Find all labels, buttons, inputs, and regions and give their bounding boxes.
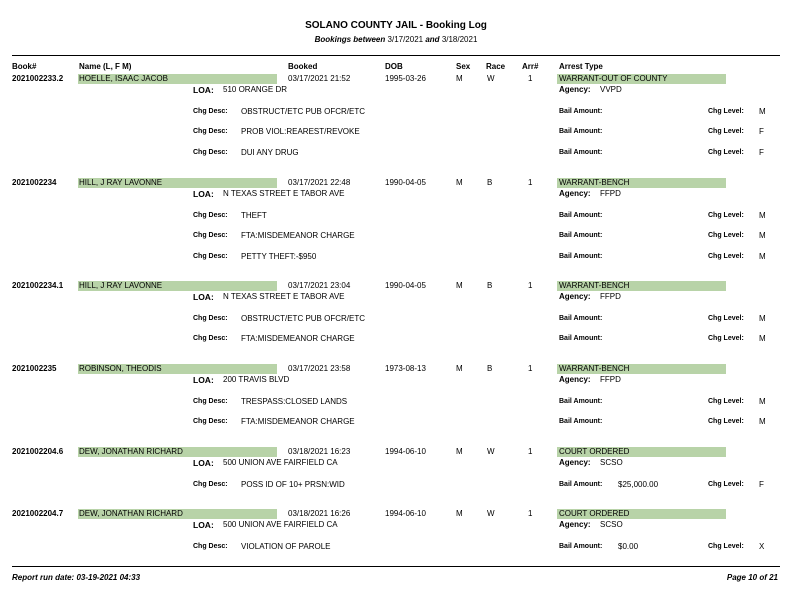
chg-desc-label: Chg Desc: — [193, 212, 228, 219]
chg-level-label: Chg Level: — [708, 149, 744, 156]
agency-value: SCSO — [600, 520, 623, 529]
page-number: Page 10 of 21 — [726, 573, 778, 582]
book-number: 2021002204.6 — [12, 447, 64, 456]
race-value: W — [487, 74, 495, 83]
charge-level-value: M — [759, 314, 766, 323]
inmate-name: DEW, JONATHAN RICHARD — [79, 447, 183, 456]
book-number: 2021002233.2 — [12, 74, 64, 83]
agency-label: Agency: — [559, 85, 591, 94]
loa-value: N TEXAS STREET E TABOR AVE — [223, 292, 345, 301]
arrest-type: WARRANT-BENCH — [559, 281, 630, 290]
loa-label: LOA: — [193, 189, 214, 199]
bail-amount-label: Bail Amount: — [559, 315, 603, 322]
chg-level-label: Chg Level: — [708, 543, 744, 550]
chg-level-label: Chg Level: — [708, 108, 744, 115]
col-dob: DOB — [385, 62, 403, 71]
chg-level-label: Chg Level: — [708, 481, 744, 488]
col-arr: Arr# — [522, 62, 539, 71]
book-number: 2021002234 — [12, 178, 57, 187]
header-rule-top — [12, 55, 780, 56]
chg-level-label: Chg Level: — [708, 128, 744, 135]
col-name: Name (L, F M) — [79, 62, 132, 71]
book-number: 2021002204.7 — [12, 509, 64, 518]
charge-description: TRESPASS:CLOSED LANDS — [241, 397, 348, 406]
charge-description: OBSTRUCT/ETC PUB OFCR/ETC — [241, 314, 366, 323]
charge-description: DUI ANY DRUG — [241, 148, 299, 157]
bail-amount-value: $0.00 — [618, 542, 639, 551]
charge-level-value: M — [759, 231, 766, 240]
charge-level-value: F — [759, 480, 764, 489]
chg-desc-label: Chg Desc: — [193, 128, 228, 135]
race-value: B — [487, 281, 493, 290]
chg-level-label: Chg Level: — [708, 418, 744, 425]
arrest-count: 1 — [528, 509, 533, 518]
bail-amount-label: Bail Amount: — [559, 543, 603, 550]
booked-datetime: 03/17/2021 23:04 — [288, 281, 351, 290]
book-number: 2021002234.1 — [12, 281, 64, 290]
date-from: 3/17/2021 — [387, 35, 424, 44]
and-word: and — [425, 35, 440, 44]
charge-description: FTA:MISDEMEANOR CHARGE — [241, 417, 355, 426]
arrest-count: 1 — [528, 281, 533, 290]
sex-value: M — [456, 178, 463, 187]
col-booked: Booked — [288, 62, 318, 71]
footer-rule — [12, 566, 780, 567]
loa-label: LOA: — [193, 458, 214, 468]
date-of-birth: 1994-06-10 — [385, 447, 426, 456]
charge-description: POSS ID OF 10+ PRSN:WID — [241, 480, 345, 489]
sex-value: M — [456, 447, 463, 456]
col-race: Race — [486, 62, 506, 71]
agency-label: Agency: — [559, 292, 591, 301]
chg-desc-label: Chg Desc: — [193, 149, 228, 156]
charge-description: OBSTRUCT/ETC PUB OFCR/ETC — [241, 107, 366, 116]
chg-level-label: Chg Level: — [708, 335, 744, 342]
sex-value: M — [456, 509, 463, 518]
agency-value: VVPD — [600, 85, 622, 94]
chg-level-label: Chg Level: — [708, 253, 744, 260]
race-value: B — [487, 178, 493, 187]
agency-label: Agency: — [559, 189, 591, 198]
loa-label: LOA: — [193, 520, 214, 530]
inmate-name: HILL, J RAY LAVONNE — [79, 281, 163, 290]
race-value: B — [487, 364, 493, 373]
bail-amount-label: Bail Amount: — [559, 481, 603, 488]
booked-datetime: 03/17/2021 23:58 — [288, 364, 351, 373]
chg-desc-label: Chg Desc: — [193, 108, 228, 115]
date-of-birth: 1973-08-13 — [385, 364, 426, 373]
bail-amount-value: $25,000.00 — [618, 480, 659, 489]
report-subtitle — [0, 35, 792, 44]
agency-label: Agency: — [559, 520, 591, 529]
chg-desc-label: Chg Desc: — [193, 543, 228, 550]
loa-label: LOA: — [193, 85, 214, 95]
date-of-birth: 1995-03-26 — [385, 74, 426, 83]
arrest-type: WARRANT-BENCH — [559, 364, 630, 373]
bail-amount-label: Bail Amount: — [559, 253, 603, 260]
inmate-name: DEW, JONATHAN RICHARD — [79, 509, 183, 518]
arrest-count: 1 — [528, 178, 533, 187]
charge-level-value: X — [759, 542, 765, 551]
race-value: W — [487, 509, 495, 518]
charge-description: PETTY THEFT:-$950 — [241, 252, 317, 261]
loa-label: LOA: — [193, 292, 214, 302]
sex-value: M — [456, 74, 463, 83]
report-run-date: Report run date: 03-19-2021 04:33 — [12, 573, 141, 582]
chg-level-label: Chg Level: — [708, 232, 744, 239]
arrest-type: WARRANT-OUT OF COUNTY — [559, 74, 668, 83]
sex-value: M — [456, 364, 463, 373]
charge-description: FTA:MISDEMEANOR CHARGE — [241, 231, 355, 240]
charge-level-value: M — [759, 334, 766, 343]
charge-description: PROB VIOL:REAREST/REVOKE — [241, 127, 360, 136]
charge-description: THEFT — [241, 211, 267, 220]
agency-label: Agency: — [559, 458, 591, 467]
arrest-type: COURT ORDERED — [559, 509, 630, 518]
race-value: W — [487, 447, 495, 456]
chg-desc-label: Chg Desc: — [193, 418, 228, 425]
inmate-name: HILL, J RAY LAVONNE — [79, 178, 163, 187]
bail-amount-label: Bail Amount: — [559, 418, 603, 425]
charge-level-value: F — [759, 127, 764, 136]
arrest-count: 1 — [528, 74, 533, 83]
chg-desc-label: Chg Desc: — [193, 315, 228, 322]
sex-value: M — [456, 281, 463, 290]
chg-desc-label: Chg Desc: — [193, 253, 228, 260]
arrest-type: COURT ORDERED — [559, 447, 630, 456]
chg-desc-label: Chg Desc: — [193, 398, 228, 405]
charge-description: FTA:MISDEMEANOR CHARGE — [241, 334, 355, 343]
date-of-birth: 1990-04-05 — [385, 178, 426, 187]
agency-value: FFPD — [600, 375, 621, 384]
bail-amount-label: Bail Amount: — [559, 212, 603, 219]
bail-amount-label: Bail Amount: — [559, 128, 603, 135]
bail-amount-label: Bail Amount: — [559, 108, 603, 115]
charge-description: VIOLATION OF PAROLE — [241, 542, 331, 551]
charge-level-value: M — [759, 252, 766, 261]
chg-desc-label: Chg Desc: — [193, 232, 228, 239]
subtitle-prefix: Bookings between — [314, 35, 386, 44]
col-sex: Sex — [456, 62, 471, 71]
chg-desc-label: Chg Desc: — [193, 481, 228, 488]
booked-datetime: 03/17/2021 22:48 — [288, 178, 351, 187]
date-to: 3/18/2021 — [441, 35, 478, 44]
charge-level-value: F — [759, 148, 764, 157]
charge-level-value: M — [759, 211, 766, 220]
col-arrest-type: Arrest Type — [559, 62, 603, 71]
charge-level-value: M — [759, 107, 766, 116]
bail-amount-label: Bail Amount: — [559, 149, 603, 156]
booked-datetime: 03/18/2021 16:26 — [288, 509, 351, 518]
report-title: SOLANO COUNTY JAIL - Booking Log — [305, 20, 487, 31]
bail-amount-label: Bail Amount: — [559, 335, 603, 342]
loa-value: 500 UNION AVE FAIRFIELD CA — [223, 458, 338, 467]
loa-value: 500 UNION AVE FAIRFIELD CA — [223, 520, 338, 529]
date-of-birth: 1990-04-05 — [385, 281, 426, 290]
arrest-type: WARRANT-BENCH — [559, 178, 630, 187]
charge-level-value: M — [759, 417, 766, 426]
agency-value: FFPD — [600, 189, 621, 198]
loa-value: N TEXAS STREET E TABOR AVE — [223, 189, 345, 198]
agency-value: SCSO — [600, 458, 623, 467]
inmate-name: ROBINSON, THEODIS — [79, 364, 162, 373]
bail-amount-label: Bail Amount: — [559, 398, 603, 405]
booked-datetime: 03/18/2021 16:23 — [288, 447, 351, 456]
bail-amount-label: Bail Amount: — [559, 232, 603, 239]
chg-level-label: Chg Level: — [708, 398, 744, 405]
inmate-name: HOELLE, ISAAC JACOB — [79, 74, 168, 83]
arrest-count: 1 — [528, 447, 533, 456]
col-book: Book# — [12, 62, 37, 71]
loa-label: LOA: — [193, 375, 214, 385]
agency-label: Agency: — [559, 375, 591, 384]
arrest-count: 1 — [528, 364, 533, 373]
loa-value: 510 ORANGE DR — [223, 85, 288, 94]
loa-value: 200 TRAVIS BLVD — [223, 375, 290, 384]
agency-value: FFPD — [600, 292, 621, 301]
chg-desc-label: Chg Desc: — [193, 335, 228, 342]
chg-level-label: Chg Level: — [708, 315, 744, 322]
chg-level-label: Chg Level: — [708, 212, 744, 219]
charge-level-value: M — [759, 397, 766, 406]
date-of-birth: 1994-06-10 — [385, 509, 426, 518]
book-number: 2021002235 — [12, 364, 57, 373]
booked-datetime: 03/17/2021 21:52 — [288, 74, 351, 83]
